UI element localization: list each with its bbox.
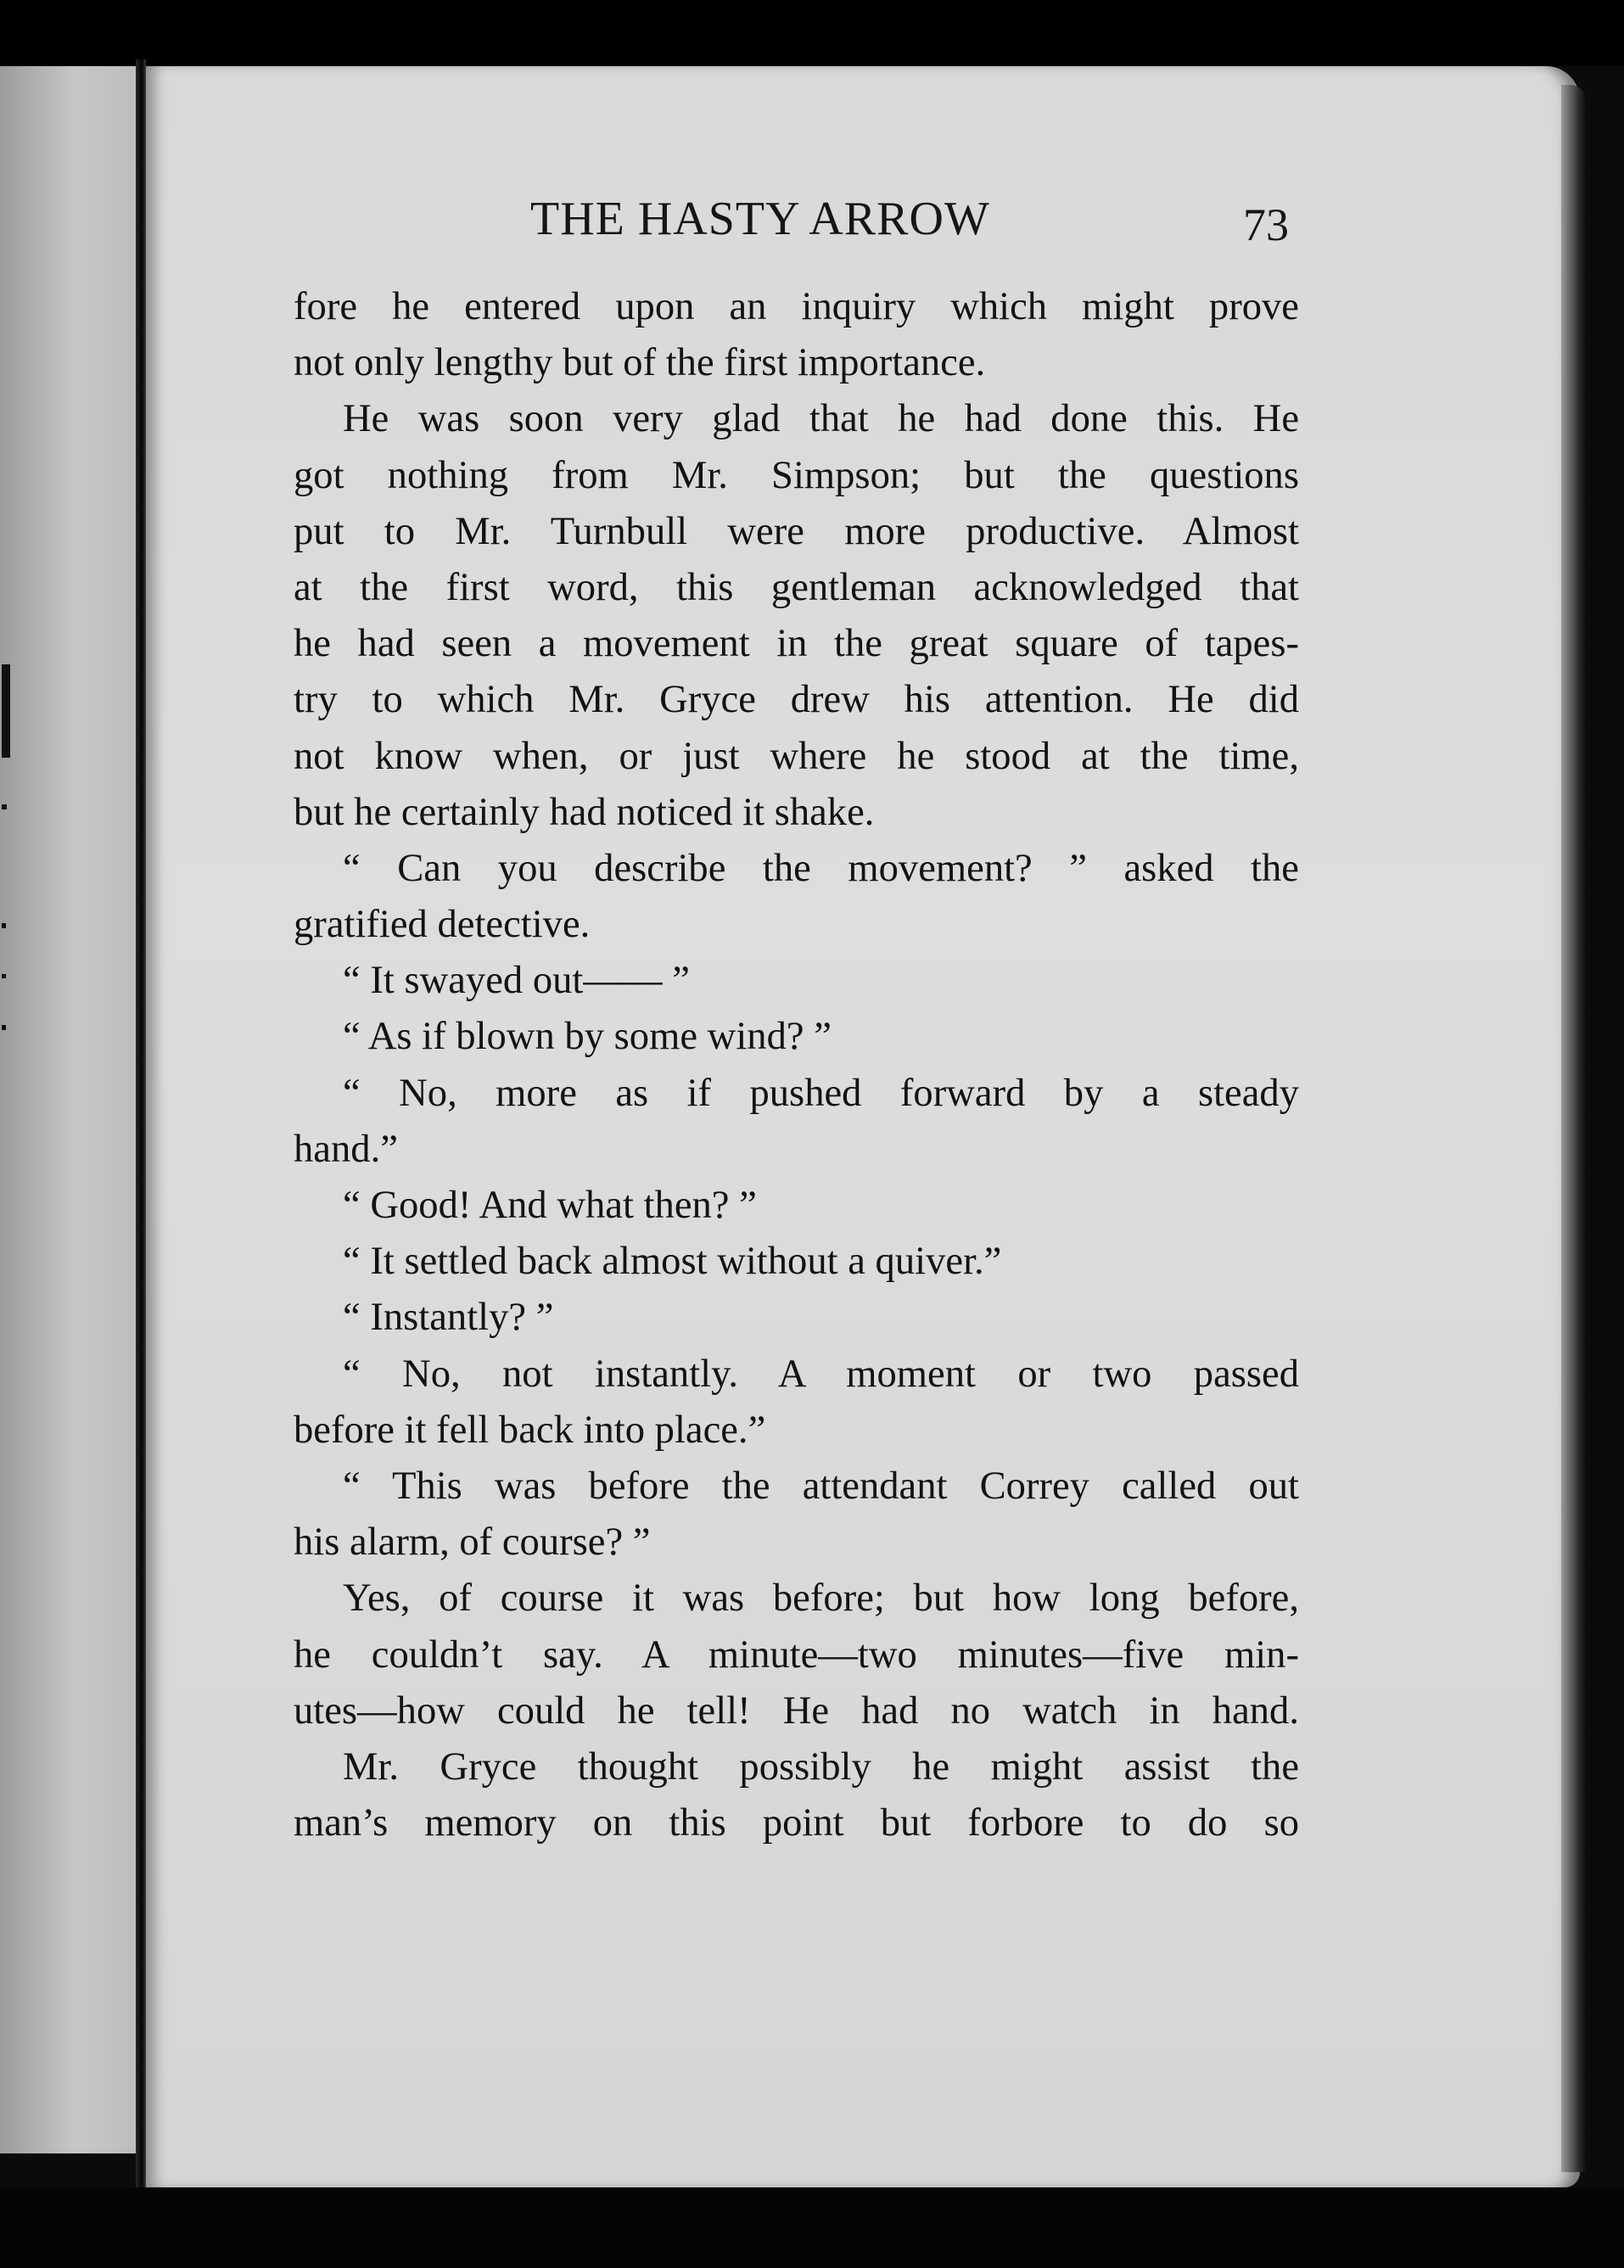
text-line: fore he entered upon an inquiry which might prove bbox=[294, 284, 1299, 328]
text-line: got nothing from Mr. Simpson; but the questions bbox=[294, 452, 1299, 497]
text-line: “ It settled back almost without a quiver.” bbox=[343, 1239, 1002, 1284]
text-line: “ Instantly? ” bbox=[343, 1295, 554, 1340]
page-header bbox=[144, 192, 1298, 260]
text-line: Mr. Gryce thought possibly he might assist the bbox=[343, 1744, 1299, 1789]
text-line: he couldn’t say. A minute—two minutes—five min- bbox=[294, 1632, 1299, 1677]
facing-page-mark bbox=[2, 923, 6, 928]
facing-page-mark bbox=[2, 1025, 6, 1030]
text-line: “ As if blown by some wind? ” bbox=[343, 1014, 832, 1059]
book-gutter bbox=[136, 59, 146, 2257]
text-line: not know when, or just where he stood at the time, bbox=[294, 733, 1299, 778]
text-line: Yes, of course it was before; but how long before, bbox=[343, 1576, 1299, 1621]
body-text bbox=[294, 278, 1299, 1851]
text-line: but he certainly had noticed it shake. bbox=[294, 789, 875, 834]
text-line: he had seen a movement in the great square of tapes- bbox=[294, 621, 1299, 666]
text-line: “ Can you describe the movement? ” asked the bbox=[343, 845, 1299, 890]
text-line: put to Mr. Turnbull were more productive. Almost bbox=[294, 508, 1299, 553]
text-line: gratified detective. bbox=[294, 902, 591, 947]
text-line: hand.” bbox=[294, 1126, 398, 1171]
text-line: “ It swayed out—— ” bbox=[343, 958, 690, 1003]
scan-bottom-border bbox=[0, 2187, 1624, 2268]
facing-page-mark bbox=[2, 974, 6, 978]
text-line: He was soon very glad that he had done this. He bbox=[343, 396, 1299, 441]
text-line: before it fell back into place.” bbox=[294, 1407, 766, 1452]
text-line: not only lengthy but of the first importance. bbox=[294, 340, 986, 385]
facing-page-mark bbox=[2, 804, 7, 809]
text-line: “ No, not instantly. A moment or two passed bbox=[343, 1351, 1299, 1396]
text-line: his alarm, of course? ” bbox=[294, 1520, 651, 1565]
page-edge-shadow bbox=[1561, 85, 1587, 2172]
facing-page-edge bbox=[0, 66, 137, 2153]
text-line: try to which Mr. Gryce drew his attention. He did bbox=[294, 677, 1299, 722]
text-line: “ Good! And what then? ” bbox=[343, 1183, 757, 1227]
text-line: utes—how could he tell! He had no watch in hand. bbox=[294, 1688, 1299, 1733]
text-line: at the first word, this gentleman acknowledged that bbox=[294, 564, 1299, 609]
text-line: “ No, more as if pushed forward by a steady bbox=[343, 1070, 1299, 1115]
text-line: “ This was before the attendant Correy called out bbox=[343, 1463, 1299, 1508]
facing-page-mark bbox=[2, 664, 10, 758]
page-number: 73 bbox=[1243, 199, 1289, 250]
scan-top-border bbox=[0, 0, 1624, 66]
running-head: THE HASTY ARROW bbox=[530, 193, 990, 245]
text-line: man’s memory on this point but forbore to do so bbox=[294, 1800, 1299, 1845]
